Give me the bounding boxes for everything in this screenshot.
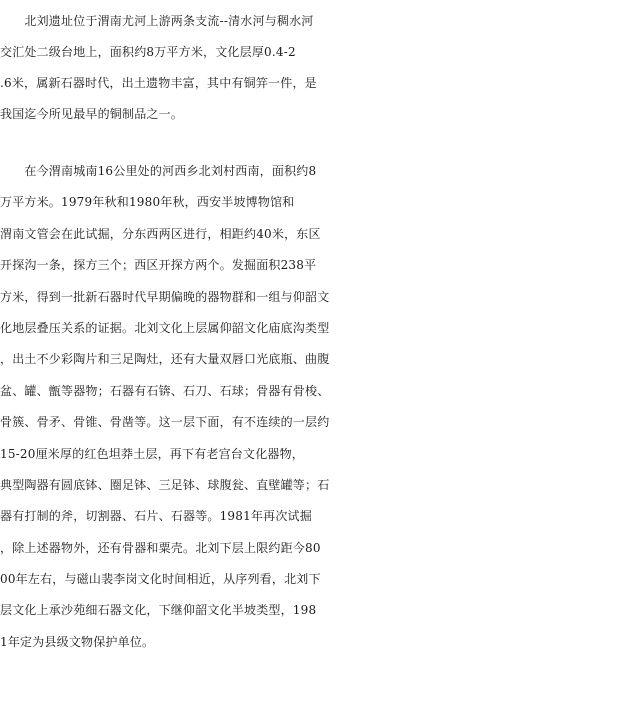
- text-line: 在今渭南城南16公里处的河西乡北刘村西南，面积约8: [0, 164, 317, 178]
- text-line: 我国迄今所见最早的铜制品之一。: [0, 107, 184, 121]
- text-line: 盆、罐、甑等器物；石器有石锛、石刀、石球；骨器有骨梭、: [0, 383, 330, 398]
- text-line: 开探沟一条，探方三个；西区开探方两个。发掘面积238平: [0, 258, 317, 273]
- text-line: 方米，得到一批新石器时代早期偏晚的器物群和一组与仰韶文: [0, 289, 330, 304]
- text-line: 15-20厘米厚的红色坦莽土层，再下有老宫台文化器物，: [0, 446, 304, 461]
- text-line: 万平方米。1979年秋和1980年秋，西安半坡博物馆和: [0, 195, 295, 210]
- text-line: 1年定为县级文物保护单位。: [0, 634, 155, 649]
- text-line: 骨簇、骨矛、骨锥、骨凿等。这一层下面，有不连续的一层约: [0, 415, 330, 430]
- text-line: ，除上述器物外，还有骨器和粟壳。北刘下层上限约距今80: [0, 540, 321, 555]
- text-line: 北刘遗址位于渭南尤河上游两条支流--清水河与稠水河: [0, 14, 314, 28]
- text-line: 渭南文管会在此试掘，分东西两区进行，相距约40米，东区: [0, 226, 321, 241]
- paragraph-excavation: [0, 156, 640, 658]
- text-line: 层文化上承沙苑细石器文化，下继仰韶文化半坡类型，198: [0, 603, 317, 618]
- text-line: ，出土不少彩陶片和三足陶灶，还有大量双唇口光底瓶、曲腹: [0, 352, 330, 367]
- text-line: 化地层叠压关系的证据。北刘文化上层属仰韶文化庙底沟类型: [0, 320, 330, 335]
- text-line: .6米，属新石器时代，出土遗物丰富，其中有铜笄一件，是: [0, 76, 317, 90]
- text-line: 00年左右，与磁山裴李岗文化时间相近，从序列看，北刘下: [0, 572, 321, 587]
- text-line: 器有打制的斧，切割器、石片、石器等。1981年再次试掘: [0, 509, 312, 524]
- text-line: 交汇处二级台地上，面积约8万平方米，文化层厚0.4-2: [0, 45, 296, 59]
- text-line: 典型陶器有圆底钵、圈足钵、三足钵、球腹瓮、直壁罐等；石: [0, 477, 330, 492]
- paragraph-intro: [0, 6, 640, 130]
